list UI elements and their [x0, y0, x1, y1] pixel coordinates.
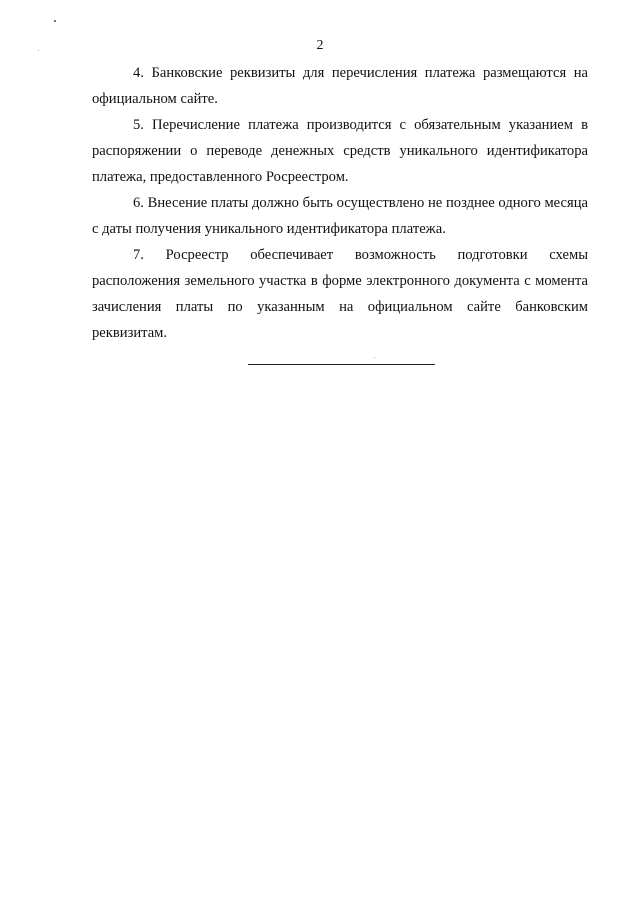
- document-body: [92, 60, 588, 346]
- paragraph-4: 4. Банковские реквизиты для перечисления платежа размещаются на официальном сайте.: [92, 65, 588, 107]
- paragraph-6: 6. Внесение платы должно быть осуществлено не позднее одного месяца с даты получения уникального идентификатора платежа.: [92, 195, 588, 237]
- paragraph-5: 5. Перечисление платежа производится с обязательным указанием в распоряжении о переводе денежных средств уникального идентификатора платежа, предоставленного Росреестром.: [92, 117, 588, 185]
- paragraph-7: 7. Росреестр обеспечивает возможность подготовки схемы расположения земельного участка в форме электронного документа с момента зачисления платы по указанным на официальном сайте банковским реквизитам.: [92, 247, 588, 341]
- scan-speck: [54, 20, 56, 22]
- end-divider-line: [248, 364, 435, 365]
- scan-speck: [374, 357, 375, 358]
- page-number: 2: [316, 38, 324, 53]
